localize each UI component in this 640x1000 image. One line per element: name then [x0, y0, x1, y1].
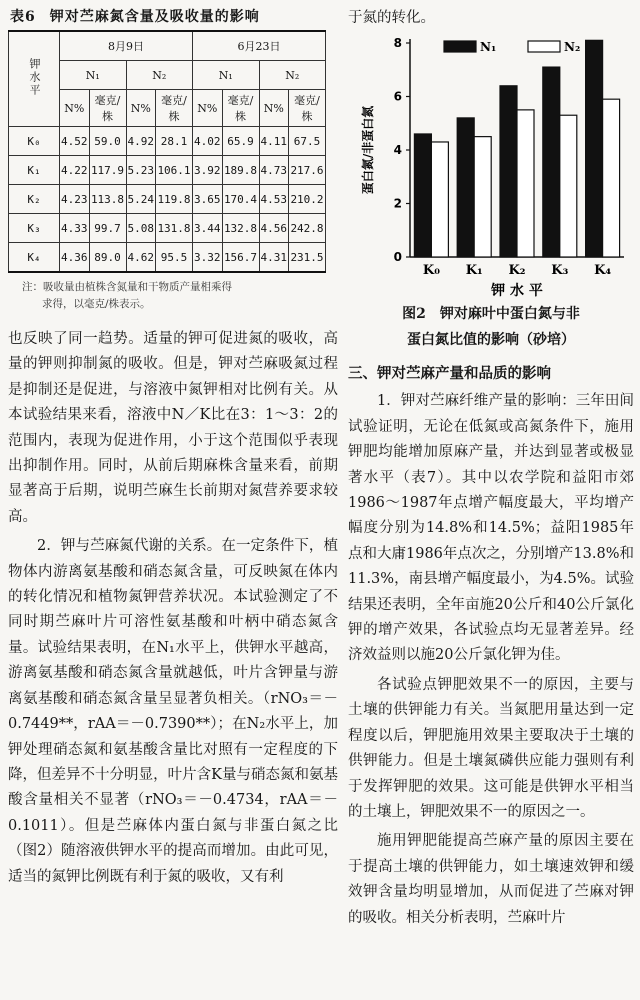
legend-swatch-N₁	[444, 41, 476, 52]
table-cell: 4.62	[126, 243, 156, 273]
bar-K₃-N₁	[543, 67, 560, 257]
table-cell: 4.92	[126, 127, 156, 156]
header-n1-b: N₁	[193, 61, 260, 90]
header-pct: N%	[126, 90, 156, 127]
table-cell: 156.7	[222, 243, 259, 273]
header-n1-a: N₁	[60, 61, 127, 90]
table-cell: 4.33	[60, 214, 90, 243]
table-note-line: 求得，以毫克/株表示。	[42, 298, 151, 310]
bar-K₃-N₂	[560, 116, 577, 258]
table-cell: 242.8	[289, 214, 326, 243]
header-date2: 6月23日	[193, 31, 326, 61]
left-column	[8, 6, 338, 890]
table-cell: 170.4	[222, 185, 259, 214]
legend-label: N₂	[564, 40, 581, 55]
table-cell: 4.02	[193, 127, 223, 156]
body-paragraph: 各试验点钾肥效果不一的原因，主要与土壤的供钾能力有关。当氮肥用量达到一定程度以后，钾肥施用效果主要取决于土壤的供钾能力。但是土壤氮磷供应能力强则有利于发挥钾肥的效果。这可能是供钾水平相当的土壤上，钾肥效果不一的原因之一。	[348, 676, 634, 820]
table-cell: 3.32	[193, 243, 223, 273]
y-tick-label: 8	[393, 36, 402, 51]
header-n2-a: N₂	[126, 61, 193, 90]
y-tick-label: 0	[393, 250, 402, 265]
table-title-text: 钾对苎麻氮含量及吸收量的影响	[49, 9, 260, 25]
header-date1: 8月9日	[60, 31, 193, 61]
table-cell: 99.7	[89, 214, 126, 243]
table-cell: 4.52	[60, 127, 90, 156]
figure-caption-line: 图2 钾对麻叶中蛋白氮与非	[402, 306, 580, 323]
legend-label: N₁	[480, 40, 497, 55]
section-heading: 三、钾对苎麻产量和品质的影响	[348, 365, 551, 383]
table-cell: 4.23	[60, 185, 90, 214]
header-amt: 毫克/株	[156, 90, 193, 127]
table-cell: 89.0	[89, 243, 126, 273]
table-cell: 5.24	[126, 185, 156, 214]
x-tick-label: K₁	[465, 263, 483, 279]
y-axis-label: 蛋白氮/非蛋白氮	[361, 106, 375, 195]
row-label: K₃	[9, 214, 60, 243]
table-cell: 132.8	[222, 214, 259, 243]
y-tick-label: 4	[393, 143, 402, 158]
table-cell: 4.56	[259, 214, 289, 243]
table-cell: 210.2	[289, 185, 326, 214]
bar-K₂-N₂	[517, 110, 534, 257]
table-cell: 5.23	[126, 156, 156, 185]
bar-K₁-N₂	[474, 137, 491, 257]
table-cell: 3.65	[193, 185, 223, 214]
table-row	[9, 214, 326, 243]
bar-K₁-N₁	[457, 118, 474, 257]
bar-K₂-N₁	[500, 86, 517, 257]
table-number: 表6	[10, 9, 36, 25]
table-row	[9, 185, 326, 214]
table-cell: 4.36	[60, 243, 90, 273]
bar-K₄-N₁	[586, 41, 603, 258]
body-paragraph: 也反映了同一趋势。适量的钾可促进氮的吸收，高量的钾则抑制氮的吸收。但是，钾对苎麻吸氮过程是抑制还是促进，与溶液中氮钾相对比例有关。从本试验结果来看，溶液中N／K比在3：1～3：2的范围内，表现为促进作用，小于这个范围似乎表现出抑制作用。同时，从前后期麻株含量来看，前期显著高于后期，说明苎麻生长前期对氮营养要求较高。	[8, 331, 338, 525]
x-tick-label: K₀	[422, 263, 440, 279]
body-paragraph: 于氮的转化。	[348, 10, 435, 26]
bar-K₀-N₂	[431, 142, 448, 257]
table-cell: 106.1	[156, 156, 193, 185]
table-cell: 119.8	[156, 185, 193, 214]
table-cell: 67.5	[289, 127, 326, 156]
table-cell: 4.31	[259, 243, 289, 273]
table-cell: 95.5	[156, 243, 193, 273]
table-row	[9, 127, 326, 156]
table-cell: 131.8	[156, 214, 193, 243]
table-cell: 4.73	[259, 156, 289, 185]
x-tick-label: K₄	[594, 263, 612, 279]
figure-caption	[348, 301, 634, 353]
figure-caption-line: 蛋白氮比值的影响（砂培）	[407, 332, 575, 349]
table-row	[9, 156, 326, 185]
header-amt: 毫克/株	[222, 90, 259, 127]
right-column	[348, 6, 634, 931]
row-label: K₂	[9, 185, 60, 214]
body-paragraph: 1．钾对苎麻纤维产量的影响：三年田间试验证明，无论在低氮或高氮条件下，施用钾肥均能增加原麻产量，并达到显著或极显著水平（表7）。其中以农学院和益阳市郊1986～1987年点增产幅度最大，平均增产幅度分别为14.8%和14.5%；益阳1985年点和大庸1986年点次之，分别增产13.8%和11.3%，南县增产幅度最小，为4.5%。试验结果还表明，全年亩施20公斤和40公斤氯化钾的增产效果，各试验点均无显著差异。经济效益则以施20公斤氯化钾为佳。	[348, 393, 634, 664]
header-pct: N%	[60, 90, 90, 127]
bar-chart-svg	[348, 31, 634, 299]
table-cell: 113.8	[89, 185, 126, 214]
header-amt: 毫克/株	[89, 90, 126, 127]
table-cell: 28.1	[156, 127, 193, 156]
row-label: K₄	[9, 243, 60, 273]
legend-swatch-N₂	[528, 41, 560, 52]
y-tick-label: 2	[393, 196, 402, 211]
header-pct: N%	[193, 90, 223, 127]
table-cell: 117.9	[89, 156, 126, 185]
bar-K₀-N₁	[414, 134, 431, 257]
table-note-line: 注：吸收量由植株含氮量和干物质产量相乘得	[22, 281, 232, 293]
table-cell: 5.08	[126, 214, 156, 243]
row-label: K₁	[9, 156, 60, 185]
table-cell: 4.11	[259, 127, 289, 156]
figure-2-chart	[348, 31, 634, 299]
x-tick-label: K₂	[508, 263, 526, 279]
table-cell: 189.8	[222, 156, 259, 185]
header-amt: 毫克/株	[289, 90, 326, 127]
body-paragraph: 2．钾与苎麻氮代谢的关系。在一定条件下，植物体内游离氨基酸和硝态氮含量，可反映氮在体内的转化情况和植物氮钾营养状况。本试验测定了不同时期苎麻叶片可溶性氨基酸和叶柄中硝态氮含量。试验结果表明，在N₁水平上，供钾水平越高，游离氨基酸和硝态氮含量就越低，叶片含钾量与游离氨基酸和硝态氮含量呈显著负相关。（rNO₃＝－0.7449**，rAA＝－0.7390**）；在N₂水平上，加钾处理硝态氮和氨基酸含量比对照有一定程度的下降，但差异不十分明显，叶片含K量与硝态氮和氨基酸含量相关不显著（rNO₃＝－0.4734，rAA＝－0.1011）。但是苎麻体内蛋白氮与非蛋白氮之比（图2）随溶液供钾水平的提高而增加。由此可见，适当的氮钾比例既有利于氮的吸收，又有利	[8, 538, 338, 885]
x-tick-label: K₃	[551, 263, 569, 279]
nitrogen-table	[8, 30, 326, 273]
bar-K₄-N₂	[603, 100, 620, 258]
table-cell: 231.5	[289, 243, 326, 273]
table-cell: 3.92	[193, 156, 223, 185]
table-cell: 4.22	[60, 156, 90, 185]
y-tick-label: 6	[393, 89, 402, 104]
table-cell: 4.53	[259, 185, 289, 214]
table-note	[22, 279, 338, 313]
table-cell: 217.6	[289, 156, 326, 185]
body-paragraph: 施用钾肥能提高苎麻产量的原因主要在于提高土壤的供钾能力，如土壤速效钾和缓效钾含量均明显增加，从而促进了苎麻对钾的吸收。相关分析表明，苎麻叶片	[348, 833, 634, 926]
table-title	[10, 6, 338, 26]
table-cell: 3.44	[193, 214, 223, 243]
row-header-potassium: 钾水平	[28, 58, 41, 97]
x-axis-label: 钾 水 平	[491, 283, 543, 300]
table-cell: 65.9	[222, 127, 259, 156]
table-cell: 59.0	[89, 127, 126, 156]
row-label: K₀	[9, 127, 60, 156]
header-pct: N%	[259, 90, 289, 127]
table-row	[9, 243, 326, 273]
header-n2-b: N₂	[259, 61, 326, 90]
